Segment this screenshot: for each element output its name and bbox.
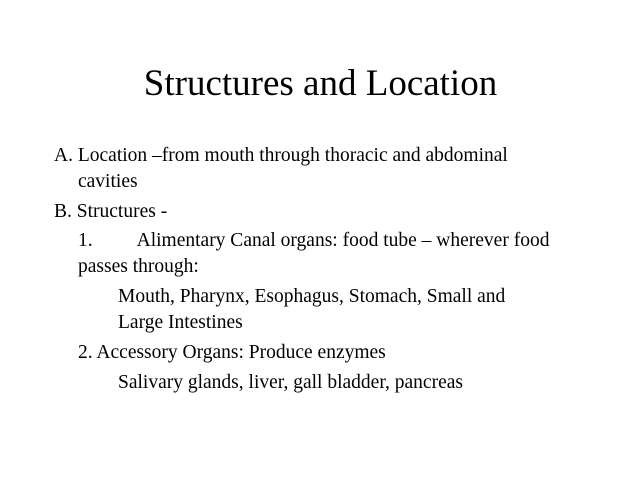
item-b-marker: B. bbox=[54, 201, 72, 222]
item-b-line bbox=[54, 199, 167, 225]
item-b1-sub-line-1: Mouth, Pharynx, Esophagus, Stomach, Small and bbox=[118, 286, 506, 307]
slide-title: Structures and Location bbox=[143, 63, 498, 104]
item-b2-line: 2. Accessory Organs: Produce enzymes bbox=[78, 342, 386, 363]
item-b1-text: Alimentary Canal organs: food tube – wherever food bbox=[136, 230, 550, 251]
item-a-line-2: cavities bbox=[78, 171, 138, 192]
item-a-marker: A. bbox=[54, 145, 73, 166]
item-b1-marker: 1. bbox=[78, 230, 93, 251]
item-b1-line-2: passes through: bbox=[78, 256, 199, 277]
item-b2-sub-line: Salivary glands, liver, gall bladder, pancreas bbox=[118, 372, 463, 393]
item-a-line-1 bbox=[54, 143, 508, 169]
item-a-text: Location –from mouth through thoracic and abdominal bbox=[77, 145, 508, 166]
item-b1-sub-line-2: Large Intestines bbox=[118, 312, 243, 333]
item-b-text: Structures - bbox=[76, 201, 168, 222]
item-b1-line-1 bbox=[78, 228, 549, 254]
